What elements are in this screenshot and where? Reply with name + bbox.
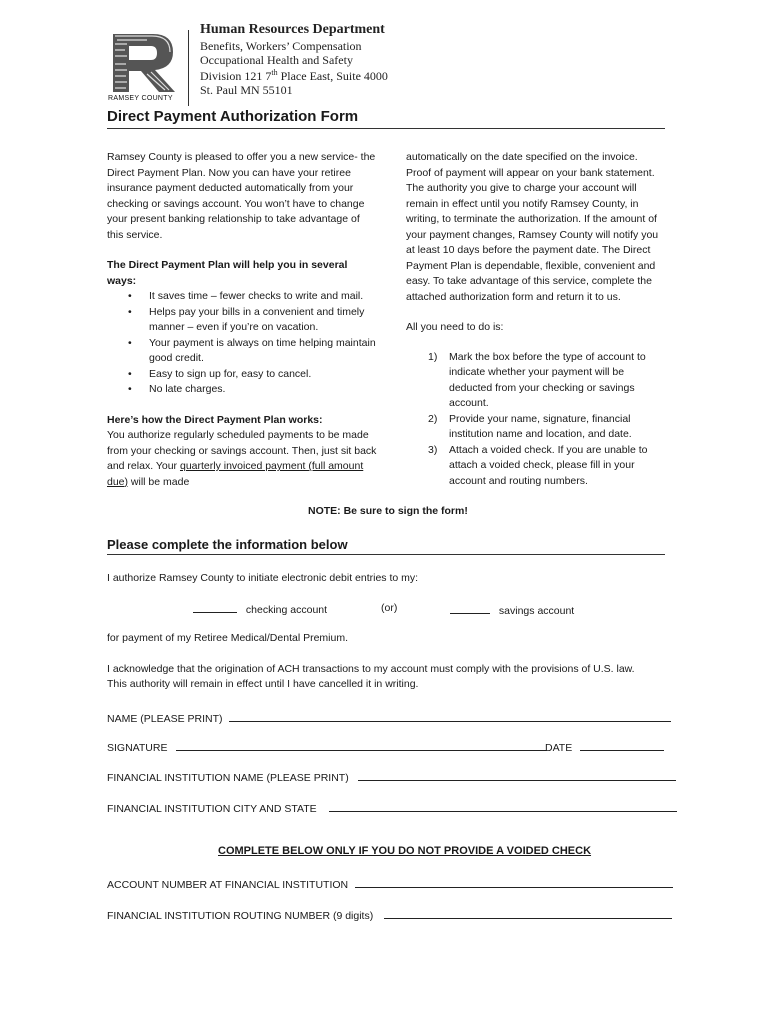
list-item: • It saves time – fewer checks to write and mail. (107, 289, 377, 305)
signature-input-line[interactable] (176, 739, 546, 751)
ack-text: This authority will remain in effect until I have cancelled it in writing. (107, 678, 419, 690)
list-item: • Your payment is always on time helping maintain good credit. (107, 336, 377, 367)
section-rule (107, 554, 665, 555)
list-item: 2) Provide your name, signature, financial institution name and location, and date. (428, 412, 632, 440)
account-label: ACCOUNT NUMBER AT FINANCIAL INSTITUTION (107, 879, 349, 891)
header-divider (188, 30, 189, 106)
fi-name-label: FINANCIAL INSTITUTION NAME (PLEASE PRINT) (107, 772, 349, 784)
title-rule (107, 128, 665, 129)
list-item: • Easy to sign up for, easy to cancel. (107, 367, 377, 383)
name-input-line[interactable] (229, 710, 671, 722)
section-title: Please complete the information below (107, 537, 348, 552)
date-input-line[interactable] (580, 739, 664, 751)
account-input-line[interactable] (355, 876, 673, 888)
fi-name-field[interactable] (107, 769, 676, 784)
logo-text: RAMSEY COUNTY (108, 95, 173, 102)
voided-check-heading: COMPLETE BELOW ONLY IF YOU DO NOT PROVIDE A VOIDED CHECK (218, 845, 592, 857)
fi-city-label: FINANCIAL INSTITUTION CITY AND STATE (107, 803, 317, 815)
works-heading: Here’s how the Direct Payment Plan works: (107, 413, 323, 426)
checking-label: checking account (245, 604, 328, 616)
fi-name-input-line[interactable] (358, 769, 676, 781)
list-item: • No late charges. (107, 382, 377, 398)
date-field[interactable] (545, 739, 664, 754)
name-label: NAME (PLEASE PRINT) (107, 713, 223, 725)
authorize-text: I authorize Ramsey County to initiate electronic debit entries to my: (107, 572, 419, 584)
account-field[interactable] (107, 876, 673, 891)
savings-label: savings account (498, 605, 575, 617)
signature-field[interactable] (107, 739, 546, 754)
checking-blank[interactable] (193, 601, 237, 613)
signature-label: SIGNATURE (107, 742, 168, 754)
purpose-text: for payment of my Retiree Medical/Dental Premium. (107, 632, 349, 644)
or-label: (or) (381, 602, 398, 614)
header-line: Benefits, Workers’ Compensation (200, 39, 362, 53)
fi-city-field[interactable] (107, 800, 677, 815)
date-label: DATE (545, 742, 573, 754)
ack-text: I acknowledge that the origination of ACH transactions to my account must comply with the provisions of U.S. law. (107, 663, 635, 675)
sign-note: NOTE: Be sure to sign the form! (308, 505, 468, 517)
savings-option[interactable] (450, 602, 574, 617)
department-name: Human Resources Department (200, 22, 385, 37)
works-paragraph: You authorize regularly scheduled payments to be made from your checking or savings account. Then, just sit back and relax. Your quarterly invoiced payment (full amount due) will be made (107, 429, 377, 488)
help-heading: The Direct Payment Plan will help you in several ways: (107, 259, 348, 287)
list-item: • Helps pay your bills in a convenient and timely manner – even if you’re on vacation. (107, 305, 377, 336)
need-heading: All you need to do is: (406, 321, 504, 333)
routing-input-line[interactable] (384, 907, 672, 919)
header-line: Occupational Health and Safety (200, 53, 353, 67)
checking-option[interactable] (193, 601, 327, 616)
routing-label: FINANCIAL INSTITUTION ROUTING NUMBER (9 digits) (107, 910, 374, 922)
list-item: 1) Mark the box before the type of account to indicate whether your payment will be deducted from your checking or savings account. (428, 350, 646, 409)
routing-field[interactable] (107, 907, 672, 922)
name-field[interactable] (107, 710, 671, 725)
savings-blank[interactable] (450, 602, 490, 614)
fi-city-input-line[interactable] (329, 800, 677, 812)
list-item: 3) Attach a voided check. If you are unable to attach a voided check, please fill in your account and routing numbers. (428, 443, 648, 487)
header-line: St. Paul MN 55101 (200, 83, 293, 97)
form-title: Direct Payment Authorization Form (107, 108, 359, 125)
steps-list (406, 350, 664, 490)
header-address: Division 121 7th Place East, Suite 4000 (200, 68, 388, 83)
continuation-paragraph: automatically on the date specified on the invoice. Proof of payment will appear on your bank statement. The authority you give to charge your account will remain in effect until you notify Ramsey County, in writing, to terminate the authorization. If the amount of your payment changes, Ramsey County will notify you at least 10 days before the payment date. The Direct Payment Plan is dependable, flexible, convenient and easy. To take advantage of this service, complete the attached authorization form and return it to us. (406, 151, 659, 303)
benefits-list (107, 289, 377, 398)
right-column (406, 150, 664, 489)
intro-paragraph: Ramsey County is pleased to offer you a new service- the Direct Payment Plan. Now you can have your retiree insurance payment deducted automatically from your checking or savings account. You won’t have to change your present banking relationship to take advantage of this service. (107, 151, 376, 241)
left-column (107, 150, 377, 490)
